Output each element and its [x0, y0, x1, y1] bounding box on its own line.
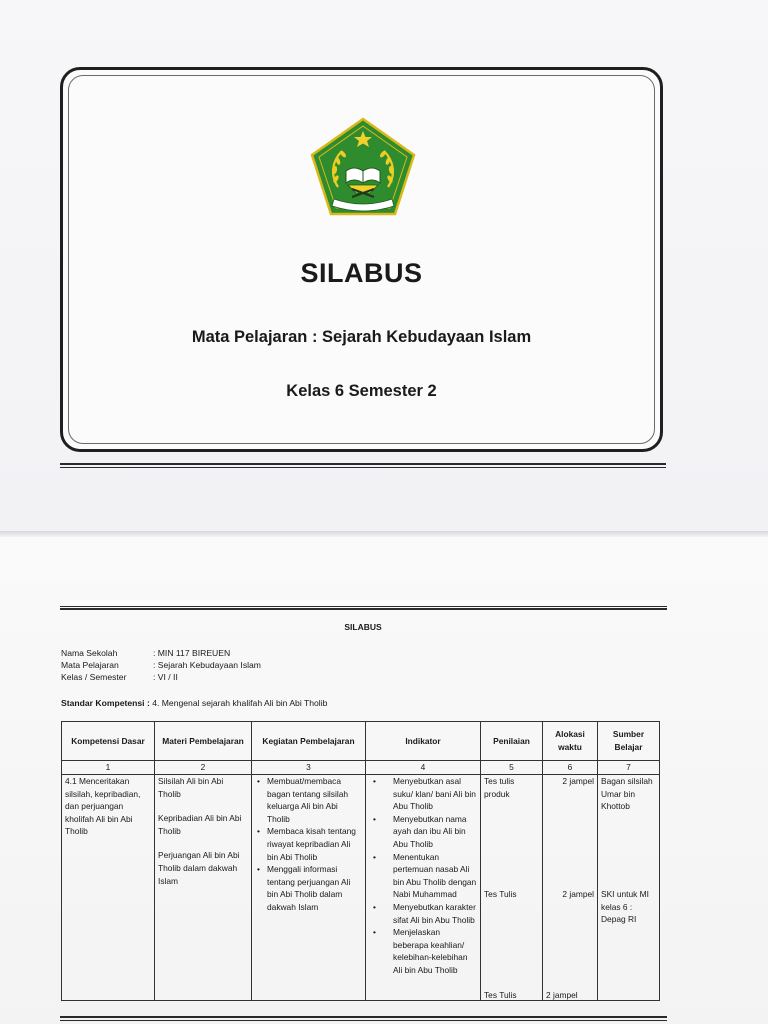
table-number-row — [62, 761, 660, 775]
col-number: 2 — [155, 761, 252, 775]
materi-item: Kepribadian Ali bin Abi Tholib — [158, 813, 242, 836]
sumber-item: SKI untuk MI kelas 6 : Depag RI — [601, 889, 649, 925]
alokasi-item: 2 jampel — [562, 776, 594, 786]
cover-title: SILABUS — [300, 258, 423, 288]
standar-kompetensi — [61, 698, 327, 708]
materi-item: Silsilah Ali bin Abi Tholib — [158, 776, 224, 799]
kompetensi-cell — [62, 775, 155, 1001]
table-row — [62, 775, 660, 1001]
info-value: : VI / II — [153, 672, 178, 682]
syllabus-table — [61, 721, 660, 1001]
col-header: Alokasi waktu — [543, 722, 598, 761]
sumber-item: Bagan silsilah Umar bin Khottob — [601, 776, 653, 812]
col-number: 1 — [62, 761, 155, 775]
col-header: Penilaian — [481, 722, 543, 761]
indikator-cell — [366, 775, 481, 1001]
standar-label: Standar Kompetensi : — [61, 698, 150, 708]
doc-bottom-rule-thin — [60, 1020, 667, 1021]
col-number: 4 — [366, 761, 481, 775]
col-header: Indikator — [366, 722, 481, 761]
col-header: Kegiatan Pembelajaran — [252, 722, 366, 761]
cover-rule-thin — [60, 467, 666, 468]
penilaian-cell — [481, 775, 543, 1001]
kegiatan-item: • Membaca kisah tentang riwayat kepribadian Ali bin Abi Tholib — [267, 825, 362, 863]
col-number: 7 — [598, 761, 660, 775]
indikator-item: • Menjelaskan beberapa keahlian/ kelebihan-kelebihan Ali bin Abu Tholib — [393, 926, 477, 976]
info-label: Mata Pelajaran — [61, 660, 119, 670]
info-value: : Sejarah Kebudayaan Islam — [153, 660, 261, 670]
kemenag-emblem-icon — [308, 117, 418, 217]
cover-class: Kelas 6 Semester 2 — [286, 382, 437, 400]
kegiatan-item: • Membuat/membaca bagan tentang silsilah keluarga Ali bin Abi Tholib — [267, 775, 362, 825]
indikator-item: • Menyebutkan karakter sifat Ali bin Abu Tholib — [393, 901, 477, 926]
col-header: Kompetensi Dasar — [62, 722, 155, 761]
cover-rule-thick — [60, 463, 666, 465]
info-label: Nama Sekolah — [61, 648, 118, 658]
indikator-item: • Menentukan pertemuan nasab Ali bin Abu Tholib dengan Nabi Muhammad — [393, 851, 477, 901]
alokasi-item: 2 jampel — [562, 889, 594, 899]
materi-cell — [155, 775, 252, 1001]
alokasi-cell — [543, 775, 598, 1001]
standar-value: 4. Mengenal sejarah khalifah Ali bin Abi Tholib — [149, 698, 328, 708]
doc-top-rule-thick — [60, 608, 667, 610]
sumber-cell — [598, 775, 660, 1001]
col-number: 6 — [543, 761, 598, 775]
kegiatan-cell — [252, 775, 366, 1001]
col-number: 3 — [252, 761, 366, 775]
col-header: Materi Pembelajaran — [155, 722, 252, 761]
col-header: Sumber Belajar — [598, 722, 660, 761]
info-label: Kelas / Semester — [61, 672, 127, 682]
col-number: 5 — [481, 761, 543, 775]
materi-item: Perjuangan Ali bin Abi Tholib dalam dakwah Islam — [158, 850, 240, 886]
doc-top-rule-thin — [60, 606, 667, 607]
indikator-item: • Menyebutkan nama ayah dan ibu Ali bin Abu Tholib — [393, 813, 477, 851]
kegiatan-item: • Menggali informasi tentang perjuangan Ali bin Abi Tholib dalam dakwah Islam — [267, 863, 362, 913]
alokasi-item: 2 jampel — [546, 990, 578, 1000]
cover-subject: Mata Pelajaran : Sejarah Kebudayaan Islam — [191, 328, 532, 346]
doc-bottom-rule-thick — [60, 1016, 667, 1018]
indikator-item: • Menyebutkan asal suku/ klan/ bani Ali bin Abu Tholib — [393, 775, 477, 813]
penilaian-item: Tes Tulis — [484, 990, 517, 1000]
penilaian-item: Tes Tulis — [484, 889, 517, 899]
table-header-row — [62, 722, 660, 761]
doc-heading: SILABUS — [344, 622, 382, 632]
penilaian-item: Tes tulis produk — [484, 776, 515, 799]
info-value: : MIN 117 BIREUEN — [153, 648, 231, 658]
kompetensi-text: 4.1 Menceritakan silsilah, kepribadian, dan perjuangan kholifah Ali bin Abi Tholib — [65, 776, 141, 837]
